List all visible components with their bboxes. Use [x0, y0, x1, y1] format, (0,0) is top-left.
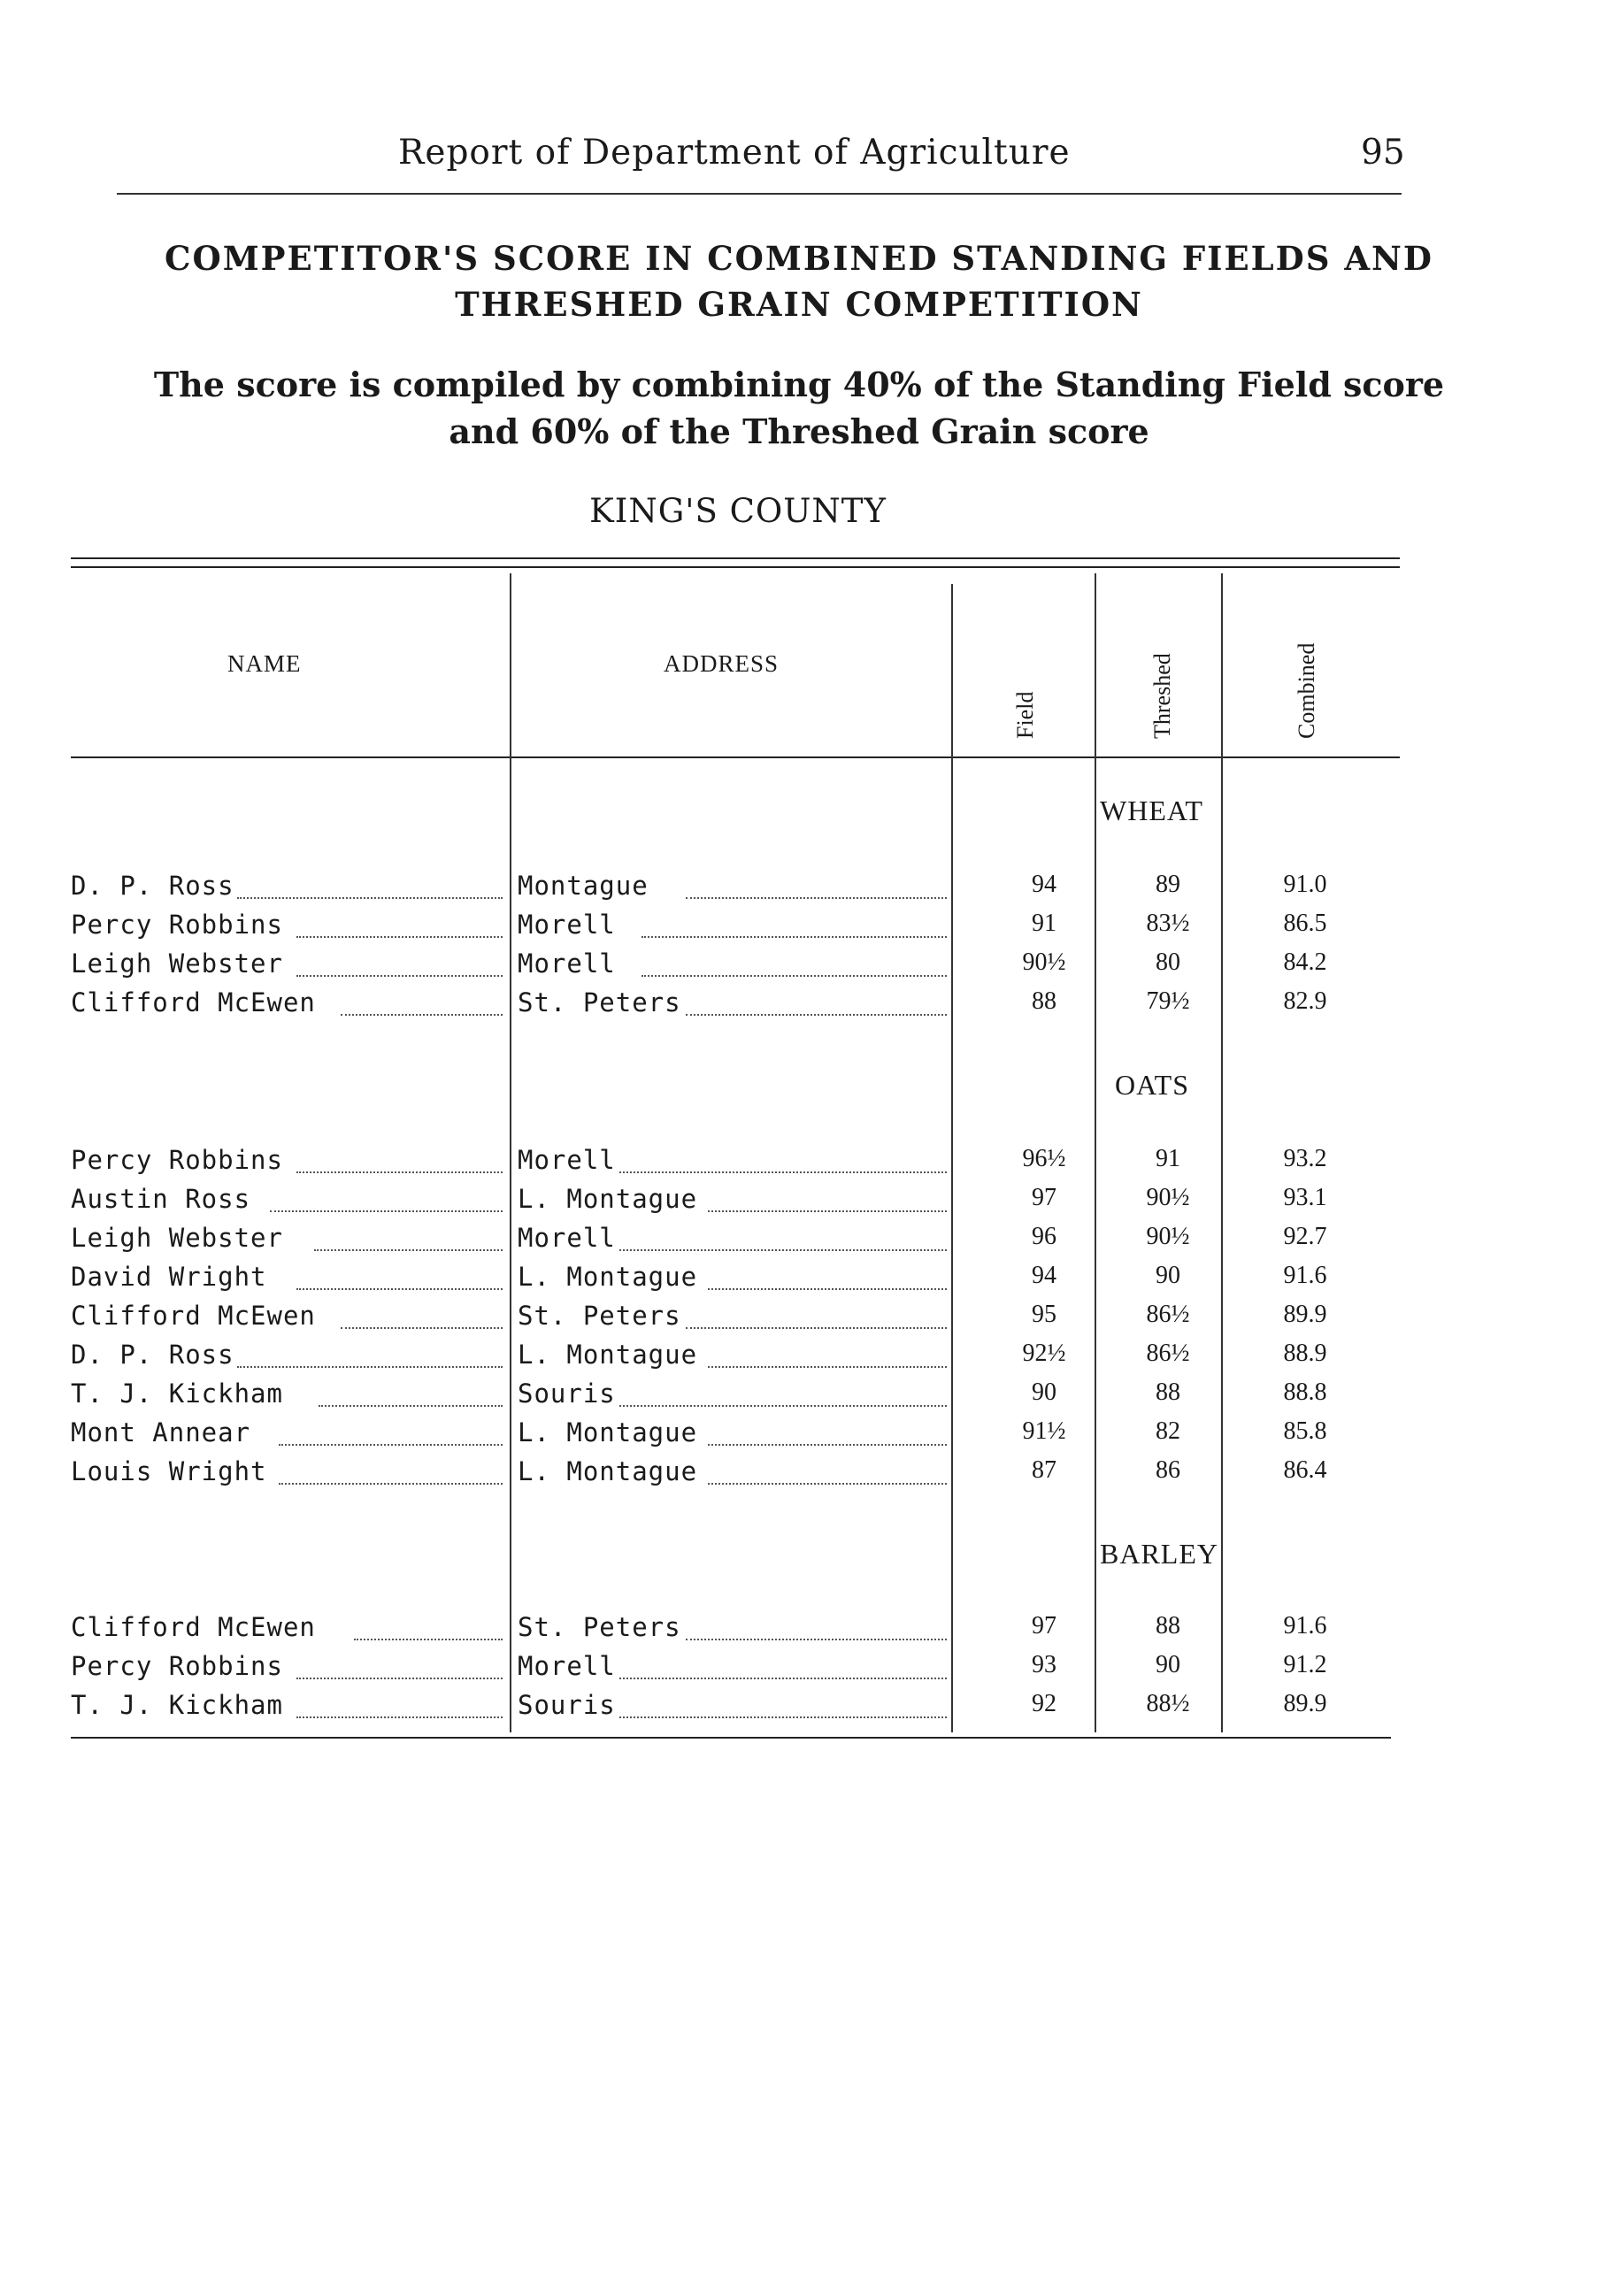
table-row — [0, 1262, 1598, 1301]
dot-leader — [237, 1366, 503, 1368]
dot-leader — [619, 1678, 947, 1679]
cell-combined: 91.2 — [1283, 1651, 1327, 1678]
cell-name: D. P. Ross — [71, 871, 234, 901]
column-header-threshed: Threshed — [1149, 653, 1175, 739]
cell-name: Percy Robbins — [71, 910, 283, 940]
table-row — [0, 1301, 1598, 1340]
column-header-address: ADDRESS — [664, 650, 780, 677]
dot-leader — [296, 1716, 503, 1718]
cell-combined: 89.9 — [1283, 1301, 1327, 1328]
dot-leader — [237, 897, 503, 899]
cell-name: David Wright — [71, 1262, 267, 1292]
cell-field: 90 — [1032, 1378, 1056, 1406]
cell-address: L. Montague — [518, 1340, 698, 1370]
cell-field: 92½ — [1022, 1340, 1066, 1367]
cell-combined: 91.0 — [1283, 871, 1327, 898]
cell-combined: 85.8 — [1283, 1417, 1327, 1445]
cell-threshed: 90½ — [1146, 1184, 1190, 1211]
subtitle-line-2: and 60% of the Threshed Grain score — [449, 411, 1149, 451]
running-header: Report of Department of Agriculture — [398, 133, 1071, 173]
table-top-rule-2 — [71, 566, 1400, 568]
dot-leader — [279, 1483, 503, 1485]
cell-field: 92 — [1032, 1690, 1056, 1717]
cell-address: Montague — [518, 871, 649, 901]
section-label-barley: BARLEY — [1100, 1538, 1218, 1570]
cell-name: Clifford McEwen — [71, 1612, 316, 1642]
cell-combined: 93.1 — [1283, 1184, 1327, 1211]
cell-address: Morell — [518, 1651, 616, 1681]
cell-field: 91½ — [1022, 1417, 1066, 1445]
table-row — [0, 987, 1598, 1026]
cell-name: Austin Ross — [71, 1184, 251, 1214]
cell-combined: 91.6 — [1283, 1612, 1327, 1639]
cell-field: 96½ — [1022, 1145, 1066, 1172]
cell-field: 94 — [1032, 1262, 1056, 1289]
dot-leader — [354, 1639, 503, 1640]
table-top-rule — [71, 557, 1400, 559]
cell-address: Morell — [518, 910, 616, 940]
table-row — [0, 1690, 1598, 1729]
dot-leader — [270, 1210, 503, 1212]
cell-combined: 82.9 — [1283, 987, 1327, 1015]
cell-threshed: 83½ — [1146, 910, 1190, 937]
dot-leader — [708, 1444, 947, 1446]
cell-threshed: 80 — [1156, 948, 1180, 976]
cell-field: 87 — [1032, 1456, 1056, 1484]
cell-address: L. Montague — [518, 1417, 698, 1447]
cell-combined: 88.9 — [1283, 1340, 1327, 1367]
cell-address: St. Peters — [518, 1612, 681, 1642]
table-bottom-rule — [71, 1737, 1391, 1739]
cell-name: Louis Wright — [71, 1456, 267, 1486]
cell-threshed: 89 — [1156, 871, 1180, 898]
dot-leader — [642, 936, 947, 938]
cell-address: Souris — [518, 1690, 616, 1720]
dot-leader — [708, 1210, 947, 1212]
cell-threshed: 86½ — [1146, 1301, 1190, 1328]
table-row — [0, 1378, 1598, 1417]
table-row — [0, 910, 1598, 948]
cell-combined: 89.9 — [1283, 1690, 1327, 1717]
cell-threshed: 86½ — [1146, 1340, 1190, 1367]
cell-field: 96 — [1032, 1223, 1056, 1250]
cell-threshed: 90 — [1156, 1262, 1180, 1289]
dot-leader — [686, 897, 947, 899]
cell-name: T. J. Kickham — [71, 1378, 283, 1409]
dot-leader — [619, 1249, 947, 1251]
dot-leader — [619, 1716, 947, 1718]
cell-threshed: 88 — [1156, 1612, 1180, 1639]
dot-leader — [708, 1483, 947, 1485]
cell-field: 97 — [1032, 1184, 1056, 1211]
cell-combined: 91.6 — [1283, 1262, 1327, 1289]
page-number: 95 — [1361, 133, 1405, 173]
cell-name: Percy Robbins — [71, 1651, 283, 1681]
table-row — [0, 1612, 1598, 1651]
dot-leader — [686, 1639, 947, 1640]
cell-name: Leigh Webster — [71, 1223, 283, 1253]
dot-leader — [619, 1171, 947, 1173]
cell-address: St. Peters — [518, 1301, 681, 1331]
county-heading: KING'S COUNTY — [589, 492, 887, 530]
cell-field: 95 — [1032, 1301, 1056, 1328]
cell-field: 91 — [1032, 910, 1056, 937]
dot-leader — [619, 1405, 947, 1407]
cell-address: L. Montague — [518, 1184, 698, 1214]
dot-leader — [314, 1249, 503, 1251]
cell-combined: 86.4 — [1283, 1456, 1327, 1484]
dot-leader — [341, 1327, 503, 1329]
cell-combined: 88.8 — [1283, 1378, 1327, 1406]
dot-leader — [296, 936, 503, 938]
cell-name: Percy Robbins — [71, 1145, 283, 1175]
cell-field: 93 — [1032, 1651, 1056, 1678]
cell-address: Souris — [518, 1378, 616, 1409]
column-header-name: NAME — [227, 650, 302, 677]
cell-address: L. Montague — [518, 1262, 698, 1292]
cell-address: Morell — [518, 1145, 616, 1175]
table-row — [0, 871, 1598, 910]
table-row — [0, 1223, 1598, 1262]
section-label-wheat: WHEAT — [1100, 795, 1203, 826]
dot-leader — [686, 1327, 947, 1329]
cell-threshed: 79½ — [1146, 987, 1190, 1015]
cell-name: T. J. Kickham — [71, 1690, 283, 1720]
cell-threshed: 90½ — [1146, 1223, 1190, 1250]
column-header-combined: Combined — [1294, 642, 1319, 739]
cell-combined: 86.5 — [1283, 910, 1327, 937]
cell-threshed: 86 — [1156, 1456, 1180, 1484]
cell-address: Morell — [518, 948, 616, 979]
cell-threshed: 90 — [1156, 1651, 1180, 1678]
dot-leader — [279, 1444, 503, 1446]
cell-threshed: 91 — [1156, 1145, 1180, 1172]
table-row — [0, 1651, 1598, 1690]
cell-field: 97 — [1032, 1612, 1056, 1639]
cell-threshed: 88½ — [1146, 1690, 1190, 1717]
cell-threshed: 88 — [1156, 1378, 1180, 1406]
cell-name: Leigh Webster — [71, 948, 283, 979]
cell-name: Clifford McEwen — [71, 987, 316, 1017]
document-title-line-2: THRESHED GRAIN COMPETITION — [455, 285, 1143, 324]
cell-field: 94 — [1032, 871, 1056, 898]
dot-leader — [642, 975, 947, 977]
table-row — [0, 1340, 1598, 1378]
table-row — [0, 1456, 1598, 1495]
dot-leader — [296, 1288, 503, 1290]
dot-leader — [686, 1014, 947, 1016]
cell-combined: 84.2 — [1283, 948, 1327, 976]
table-row — [0, 1184, 1598, 1223]
dot-leader — [296, 975, 503, 977]
dot-leader — [296, 1678, 503, 1679]
table-row — [0, 1417, 1598, 1456]
cell-name: D. P. Ross — [71, 1340, 234, 1370]
cell-address: L. Montague — [518, 1456, 698, 1486]
cell-field: 88 — [1032, 987, 1056, 1015]
cell-name: Clifford McEwen — [71, 1301, 316, 1331]
table-row — [0, 948, 1598, 987]
cell-combined: 92.7 — [1283, 1223, 1327, 1250]
header-bottom-rule — [71, 756, 1400, 758]
dot-leader — [296, 1171, 503, 1173]
column-header-field: Field — [1012, 691, 1038, 739]
dot-leader — [319, 1405, 503, 1407]
cell-field: 90½ — [1022, 948, 1066, 976]
section-label-oats: OATS — [1115, 1069, 1190, 1101]
document-title-line-1: COMPETITOR'S SCORE IN COMBINED STANDING FIELDS AND — [165, 239, 1433, 278]
cell-threshed: 82 — [1156, 1417, 1180, 1445]
cell-address: St. Peters — [518, 987, 681, 1017]
dot-leader — [708, 1288, 947, 1290]
dot-leader — [708, 1366, 947, 1368]
subtitle-line-1: The score is compiled by combining 40% of the Standing Field score — [153, 365, 1445, 404]
cell-name: Mont Annear — [71, 1417, 251, 1447]
dot-leader — [341, 1014, 503, 1016]
header-rule — [117, 193, 1402, 195]
cell-combined: 93.2 — [1283, 1145, 1327, 1172]
cell-address: Morell — [518, 1223, 616, 1253]
table-row — [0, 1145, 1598, 1184]
